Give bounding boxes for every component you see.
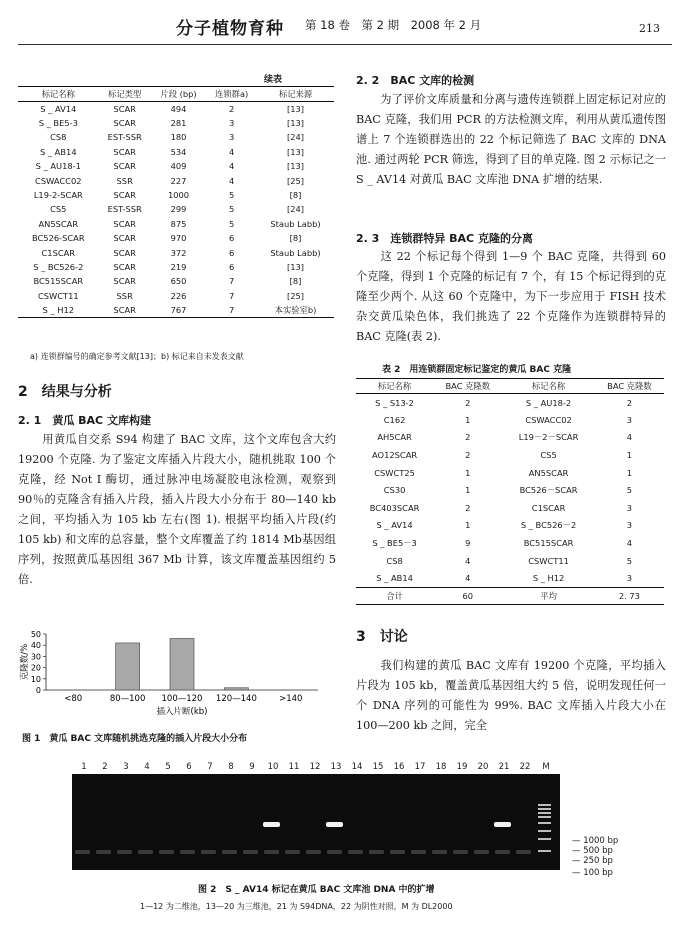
bar-2	[170, 638, 194, 690]
y-axis-label: 克隆数/%	[20, 643, 30, 681]
table-row	[356, 517, 664, 535]
table-cell: 7	[206, 303, 257, 317]
table-cell: SCAR	[99, 303, 151, 317]
table2-header-0: 标记名称	[356, 379, 433, 394]
section3-title: 3 讨论	[356, 629, 408, 645]
table-cell: SCAR	[113, 218, 136, 229]
table-cell: 5	[229, 218, 235, 229]
table-cell: CSWCT11	[528, 555, 569, 566]
primer-band	[201, 850, 216, 854]
table-row	[18, 173, 334, 187]
lane-label: 8	[228, 762, 234, 772]
table-cell: 2	[465, 502, 471, 513]
page-header	[160, 14, 670, 40]
table-cell: 5	[229, 190, 235, 201]
table-cell: SCAR	[113, 261, 136, 272]
table-cell: 4	[465, 555, 471, 566]
section2-2-title: 2. 2 BAC 文库的检测	[356, 74, 475, 87]
primer-band	[285, 850, 300, 854]
table-cell: BC526－SCAR	[519, 485, 578, 496]
primer-band	[75, 850, 90, 854]
table-cell: S _ AB14	[376, 572, 413, 583]
table1-note: a) 连锁群编号的确定参考文献[13]；b) 标记来自未发表文献	[30, 352, 244, 361]
table-row	[18, 145, 334, 159]
primer-band	[96, 850, 111, 854]
table1-continued-label: 续表	[264, 75, 283, 85]
table2-header-2: 标记名称	[502, 379, 594, 394]
table-cell: BC403SCAR	[369, 502, 420, 513]
x-tick-label: 80—100	[109, 694, 146, 704]
table-row	[18, 231, 334, 245]
y-tick-label: 40	[30, 641, 41, 651]
lane-label: 19	[456, 762, 468, 772]
x-axis-label: 插入片断(kb)	[156, 707, 208, 717]
ladder-band	[538, 830, 551, 832]
table-cell: SCAR	[113, 118, 136, 129]
table-row	[18, 202, 334, 216]
table-cell: 4	[229, 146, 235, 157]
lane-label: 17	[414, 762, 426, 772]
table-cell: 219	[170, 261, 187, 272]
y-tick-label: 0	[35, 686, 41, 695]
bar-1	[116, 643, 140, 690]
x-tick-label: <80	[64, 694, 83, 704]
lane-label: 2	[102, 762, 108, 772]
lane-label: 13	[330, 762, 342, 772]
table-cell: SSR	[116, 290, 133, 301]
ladder-band	[538, 850, 551, 852]
table-cell: [24]	[287, 204, 305, 215]
table-cell: 1	[465, 467, 471, 478]
table-cell: 6	[229, 247, 235, 258]
table-cell: 2	[465, 397, 471, 408]
primer-band	[411, 850, 426, 854]
table-cell: S _ BE5－3	[372, 538, 417, 549]
x-tick-label: 100—120	[161, 694, 203, 704]
ladder-band	[538, 812, 551, 814]
table-cell: AN5SCAR	[528, 467, 569, 478]
table-cell: SCAR	[113, 190, 136, 201]
table-cell: 1	[465, 414, 471, 425]
y-tick-label: 50	[30, 630, 41, 639]
table-row	[18, 102, 334, 116]
table-cell: S _ AU18-2	[525, 397, 572, 408]
table-cell: SSR	[116, 175, 133, 186]
table-cell: 227	[170, 175, 187, 186]
table-cell: SCAR	[113, 161, 136, 172]
table-cell: 1	[465, 520, 471, 531]
ladder-label: — 250 bp	[572, 856, 613, 866]
table-cell: 1	[626, 467, 633, 478]
figure2-note: 1—12 为二维池，13—20 为三维池，21 为 S94DNA，22 为阴性对照，M 为 DL2000	[140, 902, 453, 911]
table-cell: BC526-SCAR	[31, 233, 85, 244]
primer-band	[432, 850, 447, 854]
ladder-band	[538, 816, 551, 818]
x-tick-label: >140	[279, 694, 303, 704]
table-cell: 299	[170, 204, 187, 215]
positive-band	[263, 822, 280, 827]
table-cell: 4	[626, 432, 633, 443]
section2-1-title: 2. 1 黄瓜 BAC 文库构建	[18, 414, 151, 427]
primer-band	[180, 850, 195, 854]
section2-2-text: 为了评价文库质量和分离与遗传连锁群上固定标记对应的 BAC 克隆，我们用 PCR 的方法检测文库，利用从黄瓜遗传图谱上 7 个连锁群选出的 22 个标记筛选了 BAC 文库的 DNA 池. 通过两轮 PCR 筛选，得到了目的单克隆. 图 2 示标记之一 S _ AV14 对黄瓜 BAC 文库池 DNA 扩增的结果.	[356, 93, 666, 186]
table-cell: CSWCT11	[37, 290, 79, 301]
table-cell: SCAR	[113, 276, 136, 287]
table-cell: 4	[229, 161, 235, 172]
lane-label: 21	[498, 762, 510, 772]
table-row	[18, 116, 334, 130]
lane-label: 22	[519, 762, 531, 772]
table-row	[356, 446, 664, 464]
table-row	[18, 130, 334, 144]
table-row	[356, 394, 664, 412]
table-cell: S _ BC526-2	[33, 261, 84, 272]
table-cell: CSWCT25	[374, 467, 415, 478]
table1-header-4: 标记来源	[257, 87, 334, 102]
lane-label: 6	[186, 762, 192, 772]
primer-band	[348, 850, 363, 854]
table-row	[356, 464, 664, 482]
table-row	[18, 260, 334, 274]
section3-text: 我们构建的黄瓜 BAC 文库有 19200 个克隆，平均插入片段为 105 kb，覆盖黄瓜基因组大约 5 倍，说明发现任何一个 DNA 序列的可能性为 99%. BAC 文库插入片段大小在 100—200 kb 之间，完全	[356, 659, 666, 732]
table-cell: 60	[433, 587, 502, 605]
table-cell: 3	[229, 118, 235, 129]
lane-label: M	[542, 762, 550, 772]
primer-band	[369, 850, 384, 854]
table-cell: S _ AV14	[40, 103, 77, 114]
table-cell: 5	[626, 555, 633, 566]
table-cell: C1SCAR	[531, 502, 566, 513]
table-row	[356, 534, 664, 552]
table-cell: 本实验室b)	[257, 303, 334, 317]
table-cell: 3	[229, 132, 235, 143]
table-cell: BC515SCAR	[33, 276, 84, 287]
table-cell: 2	[229, 103, 235, 114]
table-cell: [8]	[289, 233, 302, 244]
table-row	[18, 159, 334, 173]
table-cell: 3	[626, 572, 633, 583]
table-cell: 494	[170, 103, 187, 114]
table-row	[18, 217, 334, 231]
table-cell: [25]	[287, 175, 305, 186]
y-tick-label: 20	[30, 663, 41, 673]
primer-band	[453, 850, 468, 854]
table-cell: [13]	[287, 161, 305, 172]
table1-header-3: 连锁群a)	[206, 87, 257, 102]
section2-title: 2 结果与分析	[18, 384, 112, 400]
primer-band	[495, 850, 510, 854]
table-row	[18, 289, 334, 303]
table-cell: SCAR	[113, 103, 136, 114]
table-cell: 180	[170, 132, 187, 143]
primer-band	[306, 850, 321, 854]
gel-image	[72, 774, 560, 870]
table-row	[356, 411, 664, 429]
table-cell: CS8	[386, 555, 403, 566]
lane-label: 3	[123, 762, 129, 772]
table-cell: 2. 73	[595, 587, 664, 605]
table-row	[356, 569, 664, 587]
lane-label: 10	[267, 762, 279, 772]
table2-title: 表 2 用连锁群固定标记鉴定的黄瓜 BAC 克隆	[382, 365, 572, 375]
table-cell: S _ AU18-1	[35, 161, 81, 172]
table-cell: SCAR	[113, 146, 136, 157]
table-cell: 3	[626, 502, 633, 513]
table-cell: 合计	[356, 587, 433, 605]
table-cell: Staub Labb)	[270, 218, 321, 229]
primer-band	[264, 850, 279, 854]
section2-3-text: 这 22 个标记每个得到 1—9 个 BAC 克隆，共得到 60 个克隆，得到 1 个克隆的标记有 7 个，有 15 个标记得到的克隆至少两个. 从这 60 个克隆中，为下一步应用于 FISH 技术杂交黄瓜染色体，我们挑选了 22 个克隆作为连锁群特异的 BAC 克隆(表 2).	[356, 250, 666, 343]
lane-label: 9	[249, 762, 255, 772]
table-cell: 875	[170, 218, 187, 229]
ladder-label: — 100 bp	[572, 868, 613, 878]
table-cell: [25]	[287, 290, 305, 301]
table-cell: CS5	[540, 450, 557, 461]
table-cell: L19－2－SCAR	[518, 432, 579, 443]
page-number: 213	[639, 22, 660, 35]
table-cell: 2	[465, 432, 471, 443]
table1-header-0: 标记名称	[18, 87, 99, 102]
table-cell: 7	[229, 276, 235, 287]
table-cell: Staub Labb)	[270, 247, 321, 258]
positive-band	[494, 822, 511, 827]
figure1-caption: 图 1 黄瓜 BAC 文库随机挑选克隆的插入片段大小分布	[22, 734, 248, 744]
table-cell: S _ BC526－2	[520, 520, 577, 531]
table-cell: 372	[170, 247, 187, 258]
table-cell: CSWACC02	[525, 414, 572, 425]
table-cell: 281	[170, 118, 187, 129]
table-cell: 4	[465, 572, 471, 583]
lane-label: 7	[207, 762, 213, 772]
table-cell: [8]	[289, 190, 302, 201]
lane-label: 15	[372, 762, 384, 772]
table-cell: 409	[170, 161, 187, 172]
table-row	[18, 274, 334, 288]
y-tick-label: 10	[30, 674, 41, 684]
table-cell: 767	[151, 303, 206, 317]
ladder-band	[538, 838, 551, 840]
section2-1-text: 用黄瓜自交系 S94 构建了 BAC 文库，这个文库包含大约 19200 个克隆. 为了鉴定文库插入片段大小，随机挑取 100 个克隆，经 Not I 酶切，通过脉冲电场凝胶电泳检测，观察到 90％的克隆含有插入片段，插入片段大小分布于 80—140 kb 之间，平均插入为 105 kb 左右(图 1). 根据平均插入片段(约 105 kb) 和文库的总容量，整个文库覆盖了约 1814 Mb基因组序列，按照黄瓜基因组 367 Mb 计算，该文库覆盖基因组约 5 倍.	[18, 433, 336, 586]
table-cell: EST-SSR	[107, 204, 142, 215]
table-cell: SCAR	[113, 247, 136, 258]
table-cell: 3	[626, 414, 633, 425]
table-cell: 5	[626, 485, 633, 496]
table-cell: C162	[383, 414, 406, 425]
table-cell: CS5	[50, 204, 67, 215]
table1	[18, 86, 334, 318]
table-row	[356, 481, 664, 499]
lane-label: 16	[393, 762, 405, 772]
table-cell: 2	[465, 450, 471, 461]
primer-band	[390, 850, 405, 854]
table-cell: 5	[229, 204, 235, 215]
table2-total-row	[356, 587, 664, 605]
table-cell: 9	[465, 538, 471, 549]
table1-header-2: 片段 (bp)	[151, 87, 206, 102]
table-cell: [13]	[287, 118, 305, 129]
table-cell: CS8	[50, 132, 67, 143]
ladder-band	[538, 804, 551, 806]
lane-label: 18	[435, 762, 447, 772]
figure1-chart	[18, 628, 336, 723]
table-cell: 4	[229, 175, 235, 186]
issue-info: 第 18 卷 第 2 期 2008 年 2 月	[305, 18, 482, 32]
ladder-label: — 500 bp	[572, 846, 613, 856]
table-cell: CS30	[383, 485, 406, 496]
table-cell: 3	[626, 520, 633, 531]
table-cell: AO12SCAR	[372, 450, 418, 461]
lane-label: 20	[477, 762, 489, 772]
table-cell: AN5SCAR	[38, 218, 79, 229]
table-cell: [8]	[289, 276, 302, 287]
table-cell: EST-SSR	[107, 132, 142, 143]
table2-header-3: BAC 克隆数	[595, 379, 664, 394]
bar-3	[224, 688, 248, 690]
table-cell: C1SCAR	[41, 247, 76, 258]
table-cell: L19-2-SCAR	[33, 190, 83, 201]
table-cell: 1	[626, 450, 633, 461]
table-cell: 平均	[502, 587, 594, 605]
table-cell: S _ BE5-3	[38, 118, 78, 129]
table-row	[18, 188, 334, 202]
table-cell: S _ H12	[532, 572, 565, 583]
primer-band	[159, 850, 174, 854]
primer-band	[117, 850, 132, 854]
table-cell: 226	[170, 290, 187, 301]
table1-header-1: 标记类型	[99, 87, 151, 102]
table-cell: 970	[170, 233, 187, 244]
table-cell: [13]	[287, 261, 305, 272]
ladder-band	[538, 808, 551, 810]
lane-label: 1	[81, 762, 87, 772]
lane-label: 4	[144, 762, 150, 772]
lane-label: 12	[309, 762, 321, 772]
table-row	[356, 552, 664, 570]
table-cell: S _ H12	[18, 303, 99, 317]
x-tick-label: 120—140	[215, 694, 257, 704]
table-row	[18, 245, 334, 259]
lane-label: 5	[165, 762, 171, 772]
table-cell: S _ AB14	[39, 146, 77, 157]
table-cell: 650	[170, 276, 187, 287]
lane-label: 11	[288, 762, 300, 772]
header-rule	[18, 44, 672, 45]
primer-band	[243, 850, 258, 854]
table-cell: [13]	[287, 146, 305, 157]
table2	[356, 378, 664, 605]
positive-band	[326, 822, 343, 827]
table-cell: [13]	[287, 103, 305, 114]
table-cell: S _ AV14	[376, 520, 413, 531]
table-cell: 534	[170, 146, 187, 157]
table-cell: 1000	[167, 190, 190, 201]
primer-band	[327, 850, 342, 854]
primer-band	[138, 850, 153, 854]
table-cell: AH5CAR	[377, 432, 412, 443]
table-cell: [24]	[287, 132, 305, 143]
lane-label: 14	[351, 762, 363, 772]
table-cell: 6	[229, 233, 235, 244]
table2-header-1: BAC 克隆数	[433, 379, 502, 394]
gel-lane-labels	[72, 762, 572, 774]
table-cell: CSWACC02	[35, 175, 82, 186]
figure2-caption: 图 2 S _ AV14 标记在黄瓜 BAC 文库池 DNA 中的扩增	[198, 885, 435, 895]
table-row	[356, 499, 664, 517]
table-cell: S _ S13-2	[375, 397, 414, 408]
ladder-label: — 1000 bp	[572, 836, 619, 846]
table-cell: 2	[626, 397, 633, 408]
table-cell: 4	[626, 538, 633, 549]
table-cell: 1	[465, 485, 471, 496]
table-row	[356, 429, 664, 447]
table-cell: 7	[229, 290, 235, 301]
table-cell: 6	[229, 261, 235, 272]
journal-title: 分子植物育种	[176, 19, 284, 39]
table-cell: BC515SCAR	[523, 538, 574, 549]
table-cell: SCAR	[113, 233, 136, 244]
primer-band	[516, 850, 531, 854]
y-tick-label: 30	[30, 652, 41, 662]
table-row	[18, 303, 334, 317]
primer-band	[222, 850, 237, 854]
ladder-band	[538, 822, 551, 824]
section2-3-title: 2. 3 连锁群特异 BAC 克隆的分离	[356, 232, 533, 245]
primer-band	[474, 850, 489, 854]
